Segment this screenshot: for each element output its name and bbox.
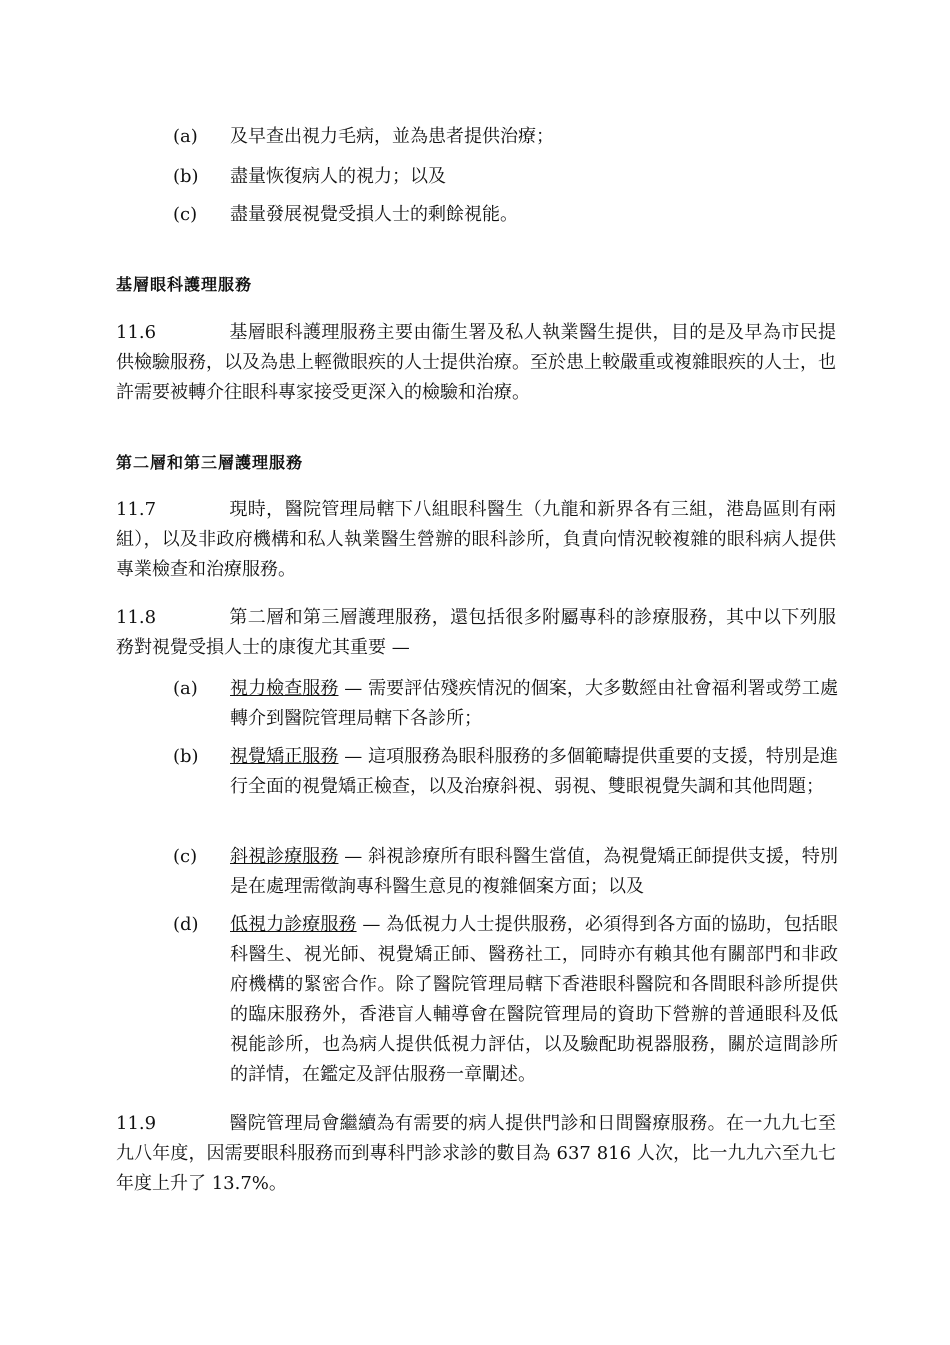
paragraph-text: 醫院管理局會繼續為有需要的病人提供門診和日間醫療服務。在一九九七至九八年度，因需要眼科服務而到專科門診求診的數目為 637 816 人次，比一九九六至九七年度上升了 13.7%。 [116, 1113, 836, 1194]
list-item [173, 162, 838, 192]
service-description: — 需要評估殘疾情況的個案，大多數經由社會福利署或勞工處轉介到醫院管理局轄下各診所； [230, 678, 838, 729]
paragraph-number: 11.6 [116, 322, 157, 343]
list-item-label: (a) [173, 126, 198, 147]
service-description: — 斜視診療所有眼科醫生當值，為視覺矯正師提供支援，特別是在處理需徵詢專科醫生意見的複雜個案方面；以及 [230, 846, 838, 897]
paragraph-number: 11.7 [116, 499, 157, 520]
list-item [173, 122, 838, 152]
paragraph-text: 基層眼科護理服務主要由衞生署及私人執業醫生提供，目的是及早為市民提供檢驗服務，以及為患上輕微眼疾的人士提供治療。至於患上較嚴重或複雜眼疾的人士，也許需要被轉介往眼科專家接受更深入的檢驗和治療。 [116, 322, 836, 403]
section-heading: 第二層和第三層護理服務 [116, 453, 304, 472]
paragraph-text: 現時，醫院管理局轄下八組眼科醫生（九龍和新界各有三組，港島區則有兩組），以及非政府機構和私人執業醫生營辦的眼科診所，負責向情況較複雜的眼科病人提供專業檢查和治療服務。 [116, 499, 836, 580]
list-item-label: (d) [173, 914, 199, 935]
list-item-text: 盡量發展視覺受損人士的剩餘視能。 [230, 204, 518, 225]
list-item-text [230, 742, 838, 802]
list-item-text [230, 842, 838, 902]
service-title: 視力檢查服務 [230, 678, 339, 699]
list-item-label: (b) [173, 166, 199, 187]
paragraph-11-6 [116, 318, 836, 408]
list-item-label: (c) [173, 204, 198, 225]
list-item-text: 及早查出視力毛病，並為患者提供治療； [230, 126, 554, 147]
service-title: 低視力診療服務 [230, 914, 357, 935]
list-item [173, 910, 838, 1090]
list-item [173, 742, 838, 832]
section-heading: 基層眼科護理服務 [116, 275, 253, 294]
list-item-text: 盡量恢復病人的視力；以及 [230, 166, 446, 187]
service-title: 視覺矯正服務 [230, 746, 339, 767]
paragraph-11-8 [116, 603, 836, 663]
list-item-text [230, 910, 838, 1090]
paragraph-11-7 [116, 495, 836, 585]
service-description: — 為低視力人士提供服務，必須得到各方面的協助，包括眼科醫生、視光師、視覺矯正師、醫務社工，同時亦有賴其他有關部門和非政府機構的緊密合作。除了醫院管理局轄下香港眼科醫院和各間眼科診所提供的臨床服務外，香港盲人輔導會在醫院管理局的資助下營辦的普通眼科及低視能診所，也為病人提供低視力評估，以及驗配助視器服務，關於這間診所的詳情，在鑑定及評估服務一章闡述。 [230, 914, 838, 1085]
list-item-label: (b) [173, 746, 199, 767]
service-title: 斜視診療服務 [230, 846, 339, 867]
paragraph-number: 11.9 [116, 1113, 157, 1134]
list-item [173, 674, 838, 734]
paragraph-text: 第二層和第三層護理服務，還包括很多附屬專科的診療服務，其中以下列服務對視覺受損人士的康復尤其重要 — [116, 607, 836, 658]
paragraph-number: 11.8 [116, 607, 157, 628]
list-item [173, 200, 838, 230]
service-description: — 這項服務為眼科服務的多個範疇提供重要的支援，特別是進行全面的視覺矯正檢查，以及治療斜視、弱視、雙眼視覺失調和其他問題； [230, 746, 838, 797]
list-item-label: (a) [173, 678, 198, 699]
list-item-text [230, 674, 838, 734]
paragraph-11-9 [116, 1109, 836, 1199]
list-item-label: (c) [173, 846, 198, 867]
list-item [173, 842, 838, 902]
